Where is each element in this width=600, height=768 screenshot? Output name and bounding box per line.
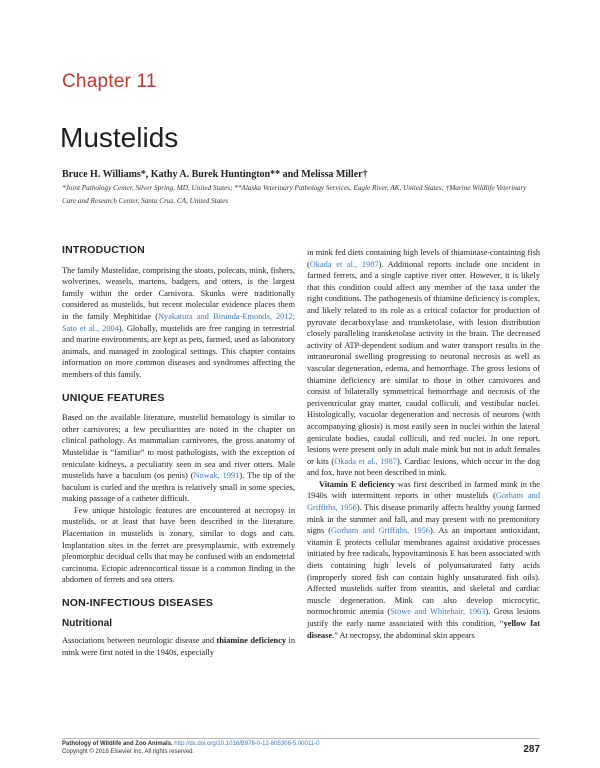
doi-link[interactable]: http://dx.doi.org/10.1016/B978-0-12-805306-5.00011-0 [174, 741, 320, 747]
citation-link[interactable]: Okada et al., 1987 [334, 456, 397, 466]
footer-source: Pathology of Wildlife and Zoo Animals. http://dx.doi.org/10.1016/B978-0-12-805306-5.00011-0 [62, 741, 320, 747]
vitamin-e-paragraph: Vitamin E deficiency was first described in farmed mink in the 1940s with intermittent reports in other mustelids (Gorham and Griffiths, 1956). This disease primarily affects healthy young farmed mink in the summer and fall, and may present with no premonitory signs (Gorham and Griffiths, 1956). As an important antioxidant, vitamin E protects cellular membranes against oxidative processes initiated by free radicals, hypovitaminosis E has been associated with diets containing high levels of polyunsaturated fatty acids (improperly stored fish can contain highly unsaturated fish oils). Affected mustelids suffer from steatitis, and skeletal and cardiac muscle degeneration. Mink can also develop microcytic, normochromic anemia (Stowe and Whitehair, 1963). Gross lesions justify the early name associated with this condition, “yellow fat disease.” At necropsy, the abdominal skin appears [307, 479, 541, 640]
affiliations: *Joint Pathology Center, Silver Spring, MD, United States; **Alaska Veterinary Pathology Services, Eagle River, AK, United States; †Marine Wildlife Veterinary Care and Research Center, Santa Cruz, CA, United States [62, 184, 527, 205]
citation-link[interactable]: Nyakatura and Bininda-Emonds, 2012; Sato et al., 2004 [62, 311, 295, 333]
thiamine-paragraph: in mink fed diets containing high levels of thiaminase-containing fish (Okada et al., 1987). Additional reports include one incident in farmed ferrets, and a single captive river otter. However, it is likely that this condition could affect any member of the taxa under the right conditions. The pathogenesis of thiamine deficiency is complex, and likely related to its role as a critical cofactor for production of pyruvate decarboxylase and transketolase, with lesion distribution closely paralleling transketolase activity in the brain. The decreased activity of ATP-dependent sodium and water transport results in the intraneuronal swelling progressing to neuronal necrosis as well as vascular degeneration, edema, and hemorrhage. The gross lesions of thiamine deficiency are similar to those in other carnivores and consist of bilaterally symmetrical hemorrhage and necrosis of the periventricular gray matter, caudal colliculi, and vestibular nuclei. Histologically, vacuolar degeneration and necrosis of neurons (with accompanying gliosis) is most easily seen in nuclei within the lateral geniculate bodies, caudal colliculi, and red nuclei. In one report, lesions were present only in adult male mink but not in adult females or kits (Okada et al., 1987). Cardiac lesions, which occur in the dog and fox, have not been described in mink. [307, 248, 541, 478]
nutritional-paragraph: Associations between neurologic disease and thiamine deficiency in mink were first noted in the 1940s, especially [62, 636, 296, 657]
authors-line: Bruce H. Williams*, Kathy A. Burek Huntington** and Melissa Miller† [62, 169, 368, 180]
footer-rule [62, 738, 540, 739]
section-heading-introduction: INTRODUCTION [62, 244, 145, 256]
left-column [62, 245, 295, 658]
section-heading-noninfectious: NON-INFECTIOUS DISEASES [62, 597, 214, 610]
footer-copyright: Copyright © 2018 Elsevier Inc. All rights reserved. [62, 748, 195, 755]
citation-link[interactable]: Gorham and Griffiths, 1956 [307, 491, 540, 513]
right-column [307, 247, 540, 641]
section-heading-unique-features: UNIQUE FEATURES [62, 391, 165, 404]
chapter-label: Chapter 11 [62, 71, 157, 92]
chapter-title: Mustelids [60, 122, 179, 153]
citation-link[interactable]: Gorham and Griffiths, 1956 [331, 526, 431, 536]
page-number: 287 [523, 744, 540, 755]
footer [62, 741, 540, 756]
citation-link[interactable]: Nowak, 1991 [193, 471, 240, 481]
subsection-heading-nutritional: Nutritional [62, 617, 112, 629]
introduction-paragraph: The family Mustelidae, comprising the stoats, polecats, mink, fishers, wolverines, weasels, martens, badgers, and otters, is the largest family within the order Carnivora. Skunks were traditionally considered as mustelids, but recent molecular evidence places them in the family Mephitidae (Nyakatura and Bininda-Emonds, 2012; Sato et al., 2004). Globally, mustelids are free ranging in terrestrial and marine environments, are kept as pets, farmed, used as laboratory animals, and managed in zoological settings. This chapter contains information on more common diseases and syndromes affecting the members of this family. [62, 265, 295, 379]
citation-link[interactable]: Stowe and Whitehair, 1963 [390, 607, 486, 617]
citation-link[interactable]: Okada et al., 1987 [309, 259, 379, 269]
unique-features-paragraph-2: Few unique histologic features are encountered at necropsy in mustelids, or at least that have been described in the literature. Placentation in mustelids is zonary, similar to dogs and cats. Implantation sites in the ferret are presymplasmic, with extremely pleomorphic decidual cells that may be confused with an endometrial carcinoma. Ectopic adrenocortical tissue is a common finding in the abdomen of ferrets and sea otters. [62, 505, 295, 585]
unique-features-paragraph-1: Based on the available literature, mustelid hematology is similar to other carnivores; a few peculiarities are noted in the chapter on clinical pathology. As mammalian carnivores, the gross anatomy of Mustelidae is “familiar” to most pathologists, with the exception of reniculate kidneys, a peculiarity seen in sea and river otters. Male mustelids have a baculum (os penis) (Nowak, 1991). The tip of the baculum is curled and the urethra is relatively small in some species, making passage of a catheter difficult. [62, 413, 295, 504]
